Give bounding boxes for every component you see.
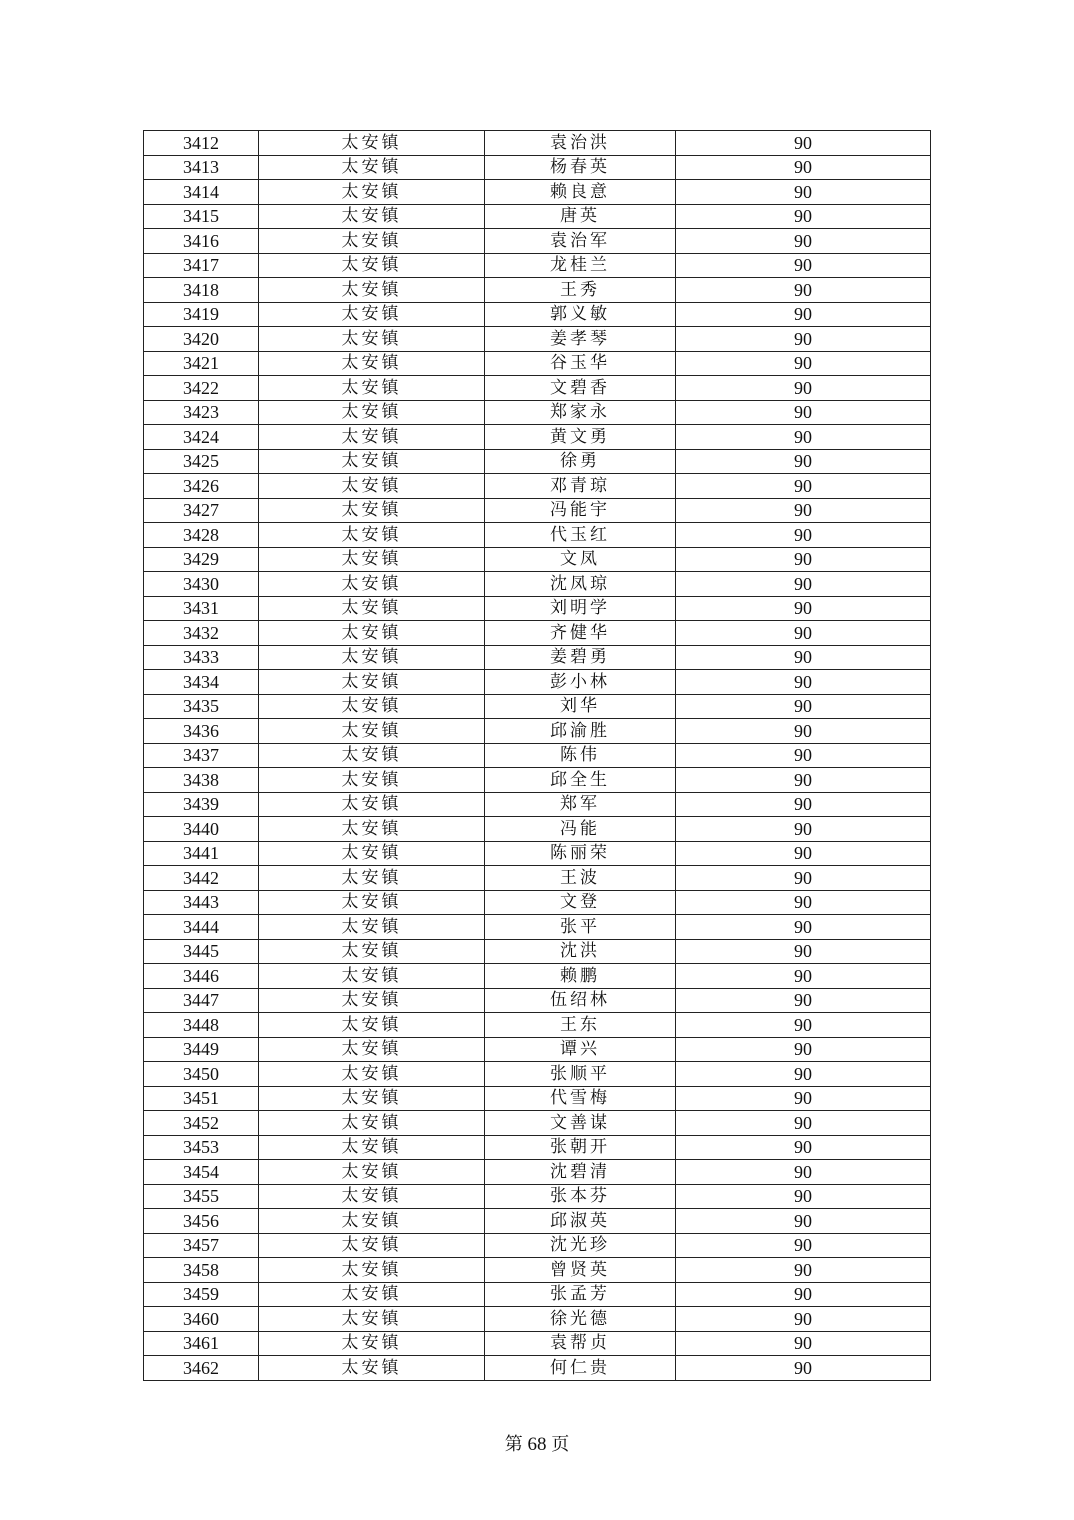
cell-number: 3421: [144, 351, 259, 376]
cell-name: 郑军: [485, 792, 676, 817]
cell-score: 90: [676, 351, 931, 376]
cell-town: 太安镇: [259, 1037, 485, 1062]
table-row: [144, 474, 931, 499]
cell-name: 伍绍林: [485, 988, 676, 1013]
cell-number: 3430: [144, 572, 259, 597]
cell-score: 90: [676, 253, 931, 278]
cell-score: 90: [676, 939, 931, 964]
cell-number: 3456: [144, 1209, 259, 1234]
cell-town: 太安镇: [259, 1356, 485, 1381]
cell-number: 3439: [144, 792, 259, 817]
table-row: [144, 1307, 931, 1332]
cell-score: 90: [676, 1013, 931, 1038]
table-row: [144, 1111, 931, 1136]
cell-score: 90: [676, 1282, 931, 1307]
cell-town: 太安镇: [259, 1160, 485, 1185]
cell-number: 3419: [144, 302, 259, 327]
cell-name: 文善谋: [485, 1111, 676, 1136]
cell-town: 太安镇: [259, 743, 485, 768]
table-row: [144, 939, 931, 964]
cell-score: 90: [676, 1331, 931, 1356]
cell-name: 冯能: [485, 817, 676, 842]
cell-number: 3428: [144, 523, 259, 548]
table-row: [144, 180, 931, 205]
cell-number: 3453: [144, 1135, 259, 1160]
cell-town: 太安镇: [259, 817, 485, 842]
cell-name: 徐勇: [485, 449, 676, 474]
cell-town: 太安镇: [259, 1282, 485, 1307]
cell-number: 3433: [144, 645, 259, 670]
cell-town: 太安镇: [259, 670, 485, 695]
cell-number: 3450: [144, 1062, 259, 1087]
cell-town: 太安镇: [259, 302, 485, 327]
cell-name: 姜孝琴: [485, 327, 676, 352]
cell-town: 太安镇: [259, 131, 485, 156]
cell-score: 90: [676, 768, 931, 793]
cell-name: 邱全生: [485, 768, 676, 793]
cell-number: 3435: [144, 694, 259, 719]
cell-name: 王秀: [485, 278, 676, 303]
cell-number: 3454: [144, 1160, 259, 1185]
cell-number: 3452: [144, 1111, 259, 1136]
page-label-suffix: 页: [551, 1434, 570, 1455]
table-row: [144, 719, 931, 744]
cell-number: 3443: [144, 890, 259, 915]
cell-score: 90: [676, 1307, 931, 1332]
cell-town: 太安镇: [259, 939, 485, 964]
cell-name: 文碧香: [485, 376, 676, 401]
cell-name: 邓青琼: [485, 474, 676, 499]
cell-score: 90: [676, 1233, 931, 1258]
table-row: [144, 621, 931, 646]
table-row: [144, 596, 931, 621]
cell-name: 张孟芳: [485, 1282, 676, 1307]
cell-name: 代玉红: [485, 523, 676, 548]
cell-town: 太安镇: [259, 376, 485, 401]
cell-town: 太安镇: [259, 572, 485, 597]
cell-score: 90: [676, 1258, 931, 1283]
cell-number: 3416: [144, 229, 259, 254]
cell-name: 齐健华: [485, 621, 676, 646]
cell-score: 90: [676, 694, 931, 719]
cell-number: 3451: [144, 1086, 259, 1111]
cell-town: 太安镇: [259, 964, 485, 989]
table-row: [144, 1062, 931, 1087]
table-row: [144, 523, 931, 548]
cell-number: 3444: [144, 915, 259, 940]
cell-town: 太安镇: [259, 351, 485, 376]
cell-score: 90: [676, 890, 931, 915]
table-row: [144, 1184, 931, 1209]
cell-name: 何仁贵: [485, 1356, 676, 1381]
cell-town: 太安镇: [259, 1184, 485, 1209]
table-row: [144, 964, 931, 989]
cell-number: 3457: [144, 1233, 259, 1258]
cell-name: 赖良意: [485, 180, 676, 205]
table-row: [144, 376, 931, 401]
cell-score: 90: [676, 841, 931, 866]
cell-town: 太安镇: [259, 792, 485, 817]
cell-number: 3417: [144, 253, 259, 278]
table-body: [144, 131, 931, 1381]
cell-score: 90: [676, 155, 931, 180]
table-row: [144, 1233, 931, 1258]
cell-name: 沈光珍: [485, 1233, 676, 1258]
cell-score: 90: [676, 474, 931, 499]
cell-name: 陈伟: [485, 743, 676, 768]
cell-town: 太安镇: [259, 523, 485, 548]
table-row: [144, 1331, 931, 1356]
cell-number: 3447: [144, 988, 259, 1013]
cell-number: 3446: [144, 964, 259, 989]
cell-score: 90: [676, 866, 931, 891]
cell-number: 3459: [144, 1282, 259, 1307]
cell-name: 张本芬: [485, 1184, 676, 1209]
cell-name: 王东: [485, 1013, 676, 1038]
cell-name: 刘华: [485, 694, 676, 719]
cell-town: 太安镇: [259, 180, 485, 205]
table-row: [144, 572, 931, 597]
cell-name: 文登: [485, 890, 676, 915]
cell-town: 太安镇: [259, 1233, 485, 1258]
table-row: [144, 694, 931, 719]
cell-town: 太安镇: [259, 1209, 485, 1234]
cell-score: 90: [676, 621, 931, 646]
cell-town: 太安镇: [259, 988, 485, 1013]
cell-town: 太安镇: [259, 719, 485, 744]
table-row: [144, 351, 931, 376]
cell-score: 90: [676, 1135, 931, 1160]
cell-number: 3415: [144, 204, 259, 229]
cell-town: 太安镇: [259, 1086, 485, 1111]
cell-name: 沈洪: [485, 939, 676, 964]
cell-number: 3461: [144, 1331, 259, 1356]
cell-town: 太安镇: [259, 1135, 485, 1160]
data-table: [143, 130, 931, 1381]
cell-town: 太安镇: [259, 327, 485, 352]
cell-name: 冯能宇: [485, 498, 676, 523]
cell-name: 谭兴: [485, 1037, 676, 1062]
table-row: [144, 792, 931, 817]
cell-name: 张平: [485, 915, 676, 940]
cell-name: 赖鹏: [485, 964, 676, 989]
cell-number: 3422: [144, 376, 259, 401]
cell-score: 90: [676, 792, 931, 817]
cell-name: 袁帮贞: [485, 1331, 676, 1356]
cell-number: 3424: [144, 425, 259, 450]
table-row: [144, 229, 931, 254]
table-row: [144, 1160, 931, 1185]
cell-number: 3448: [144, 1013, 259, 1038]
table-row: [144, 302, 931, 327]
cell-name: 徐光德: [485, 1307, 676, 1332]
cell-town: 太安镇: [259, 547, 485, 572]
cell-name: 沈凤琼: [485, 572, 676, 597]
cell-score: 90: [676, 645, 931, 670]
cell-name: 张朝开: [485, 1135, 676, 1160]
cell-town: 太安镇: [259, 498, 485, 523]
cell-name: 袁治洪: [485, 131, 676, 156]
cell-name: 邱淑英: [485, 1209, 676, 1234]
cell-name: 文凤: [485, 547, 676, 572]
cell-number: 3442: [144, 866, 259, 891]
cell-town: 太安镇: [259, 645, 485, 670]
cell-score: 90: [676, 743, 931, 768]
cell-score: 90: [676, 131, 931, 156]
cell-town: 太安镇: [259, 425, 485, 450]
table-row: [144, 1356, 931, 1381]
cell-score: 90: [676, 547, 931, 572]
cell-number: 3458: [144, 1258, 259, 1283]
table-row: [144, 204, 931, 229]
cell-score: 90: [676, 1209, 931, 1234]
cell-score: 90: [676, 449, 931, 474]
cell-score: 90: [676, 1111, 931, 1136]
table-row: [144, 1135, 931, 1160]
cell-score: 90: [676, 400, 931, 425]
cell-score: 90: [676, 817, 931, 842]
cell-number: 3412: [144, 131, 259, 156]
cell-town: 太安镇: [259, 449, 485, 474]
cell-town: 太安镇: [259, 890, 485, 915]
page-number: 68: [527, 1434, 547, 1455]
cell-town: 太安镇: [259, 841, 485, 866]
table-row: [144, 743, 931, 768]
cell-score: 90: [676, 327, 931, 352]
cell-town: 太安镇: [259, 694, 485, 719]
cell-name: 曾贤英: [485, 1258, 676, 1283]
cell-number: 3414: [144, 180, 259, 205]
cell-town: 太安镇: [259, 204, 485, 229]
table-row: [144, 278, 931, 303]
cell-name: 刘明学: [485, 596, 676, 621]
cell-score: 90: [676, 596, 931, 621]
cell-score: 90: [676, 180, 931, 205]
cell-score: 90: [676, 425, 931, 450]
table-row: [144, 449, 931, 474]
cell-town: 太安镇: [259, 474, 485, 499]
cell-score: 90: [676, 523, 931, 548]
cell-town: 太安镇: [259, 253, 485, 278]
cell-number: 3436: [144, 719, 259, 744]
table-row: [144, 645, 931, 670]
table-row: [144, 1209, 931, 1234]
cell-score: 90: [676, 719, 931, 744]
table-row: [144, 131, 931, 156]
cell-town: 太安镇: [259, 229, 485, 254]
table-row: [144, 841, 931, 866]
cell-number: 3418: [144, 278, 259, 303]
page-footer: [0, 1430, 1074, 1456]
cell-town: 太安镇: [259, 155, 485, 180]
cell-name: 郑家永: [485, 400, 676, 425]
table-row: [144, 400, 931, 425]
table-row: [144, 155, 931, 180]
cell-score: 90: [676, 376, 931, 401]
table-row: [144, 425, 931, 450]
cell-score: 90: [676, 1086, 931, 1111]
cell-score: 90: [676, 670, 931, 695]
cell-name: 杨春英: [485, 155, 676, 180]
cell-score: 90: [676, 302, 931, 327]
cell-number: 3427: [144, 498, 259, 523]
cell-score: 90: [676, 204, 931, 229]
cell-town: 太安镇: [259, 400, 485, 425]
cell-name: 邱渝胜: [485, 719, 676, 744]
cell-score: 90: [676, 988, 931, 1013]
cell-town: 太安镇: [259, 1062, 485, 1087]
table-row: [144, 890, 931, 915]
cell-town: 太安镇: [259, 1111, 485, 1136]
cell-town: 太安镇: [259, 278, 485, 303]
cell-town: 太安镇: [259, 1258, 485, 1283]
cell-name: 代雪梅: [485, 1086, 676, 1111]
cell-name: 沈碧清: [485, 1160, 676, 1185]
cell-number: 3432: [144, 621, 259, 646]
table-row: [144, 915, 931, 940]
cell-name: 谷玉华: [485, 351, 676, 376]
cell-score: 90: [676, 1184, 931, 1209]
cell-score: 90: [676, 915, 931, 940]
cell-name: 彭小林: [485, 670, 676, 695]
table-row: [144, 253, 931, 278]
cell-score: 90: [676, 229, 931, 254]
cell-number: 3441: [144, 841, 259, 866]
cell-town: 太安镇: [259, 915, 485, 940]
cell-score: 90: [676, 572, 931, 597]
cell-name: 龙桂兰: [485, 253, 676, 278]
cell-town: 太安镇: [259, 596, 485, 621]
cell-number: 3449: [144, 1037, 259, 1062]
cell-town: 太安镇: [259, 621, 485, 646]
cell-name: 唐英: [485, 204, 676, 229]
cell-name: 张顺平: [485, 1062, 676, 1087]
cell-name: 王波: [485, 866, 676, 891]
table-row: [144, 498, 931, 523]
cell-town: 太安镇: [259, 866, 485, 891]
cell-score: 90: [676, 1356, 931, 1381]
cell-number: 3420: [144, 327, 259, 352]
cell-name: 郭义敏: [485, 302, 676, 327]
cell-name: 陈丽荣: [485, 841, 676, 866]
table-row: [144, 817, 931, 842]
cell-number: 3455: [144, 1184, 259, 1209]
page-label-prefix: 第: [504, 1434, 523, 1455]
table-row: [144, 768, 931, 793]
cell-number: 3434: [144, 670, 259, 695]
table-row: [144, 1013, 931, 1038]
table-row: [144, 988, 931, 1013]
cell-score: 90: [676, 1062, 931, 1087]
table-row: [144, 1086, 931, 1111]
cell-number: 3425: [144, 449, 259, 474]
cell-number: 3437: [144, 743, 259, 768]
table-row: [144, 1037, 931, 1062]
cell-number: 3445: [144, 939, 259, 964]
cell-number: 3440: [144, 817, 259, 842]
cell-name: 袁治军: [485, 229, 676, 254]
cell-number: 3460: [144, 1307, 259, 1332]
cell-name: 姜碧勇: [485, 645, 676, 670]
table-row: [144, 1258, 931, 1283]
cell-number: 3429: [144, 547, 259, 572]
cell-name: 黄文勇: [485, 425, 676, 450]
cell-number: 3462: [144, 1356, 259, 1381]
cell-score: 90: [676, 498, 931, 523]
table-row: [144, 1282, 931, 1307]
cell-number: 3431: [144, 596, 259, 621]
table-row: [144, 327, 931, 352]
cell-number: 3438: [144, 768, 259, 793]
cell-town: 太安镇: [259, 768, 485, 793]
table-row: [144, 866, 931, 891]
cell-number: 3423: [144, 400, 259, 425]
cell-number: 3426: [144, 474, 259, 499]
table-row: [144, 547, 931, 572]
cell-town: 太安镇: [259, 1331, 485, 1356]
cell-score: 90: [676, 278, 931, 303]
table-row: [144, 670, 931, 695]
cell-town: 太安镇: [259, 1013, 485, 1038]
cell-score: 90: [676, 1160, 931, 1185]
cell-town: 太安镇: [259, 1307, 485, 1332]
cell-number: 3413: [144, 155, 259, 180]
cell-score: 90: [676, 1037, 931, 1062]
cell-score: 90: [676, 964, 931, 989]
